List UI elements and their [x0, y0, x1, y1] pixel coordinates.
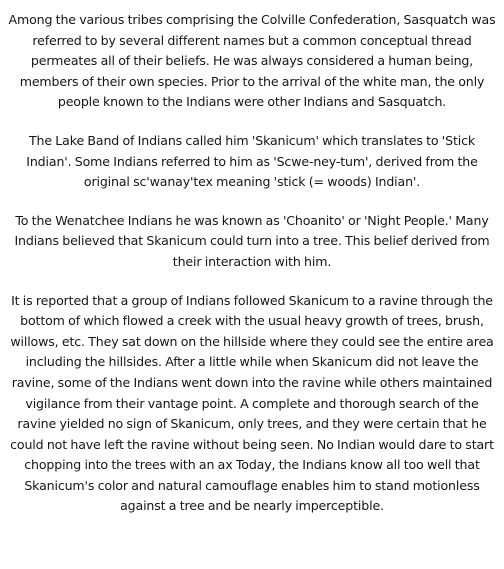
paragraph-lake-band-names: The Lake Band of Indians called him 'Skanicum' which translates to 'Stick Indian'. Some Indians referred to him as 'Scwe-ney-tum', derived from the original sc'wanay'tex meaning 'stick (= woods) Indian'. — [26, 132, 478, 190]
paragraph-colville-beliefs: Among the various tribes comprising the Colville Confederation, Sasquatch was referred to by several different names but a common conceptual thread permeates all of their beliefs. He was always considered a human being, members of their own species. Prior to the arrival of the white man, the only people known to the Indians were other Indians and Sasquatch. — [8, 12, 496, 110]
paragraph-ravine-story: It is reported that a group of Indians followed Skanicum to a ravine through the bottom of which flowed a creek with the usual heavy growth of trees, brush, willows, etc. They sat down on the hillside where they could see the entire area including the hillsides. After a little while when Skanicum did not leave the ravine, some of the Indians went down into the ravine while others maintained vigilance from their vantage point. A complete and thorough search of the ravine yielded no sign of Skanicum, only trees, and they were certain that he could not have left the ravine without being seen. No Indian would dare to start chopping into the trees with an ax Today, the Indians know all too well that Skanicum's color and natural camouflage enables him to stand motionless against a tree and be nearly imperceptible. — [10, 292, 494, 514]
paragraph-wenatchee-names: To the Wenatchee Indians he was known as 'Choanito' or 'Night People.' Many Indians believed that Skanicum could turn into a tree. This belief derived from their interaction with him. — [14, 212, 490, 269]
